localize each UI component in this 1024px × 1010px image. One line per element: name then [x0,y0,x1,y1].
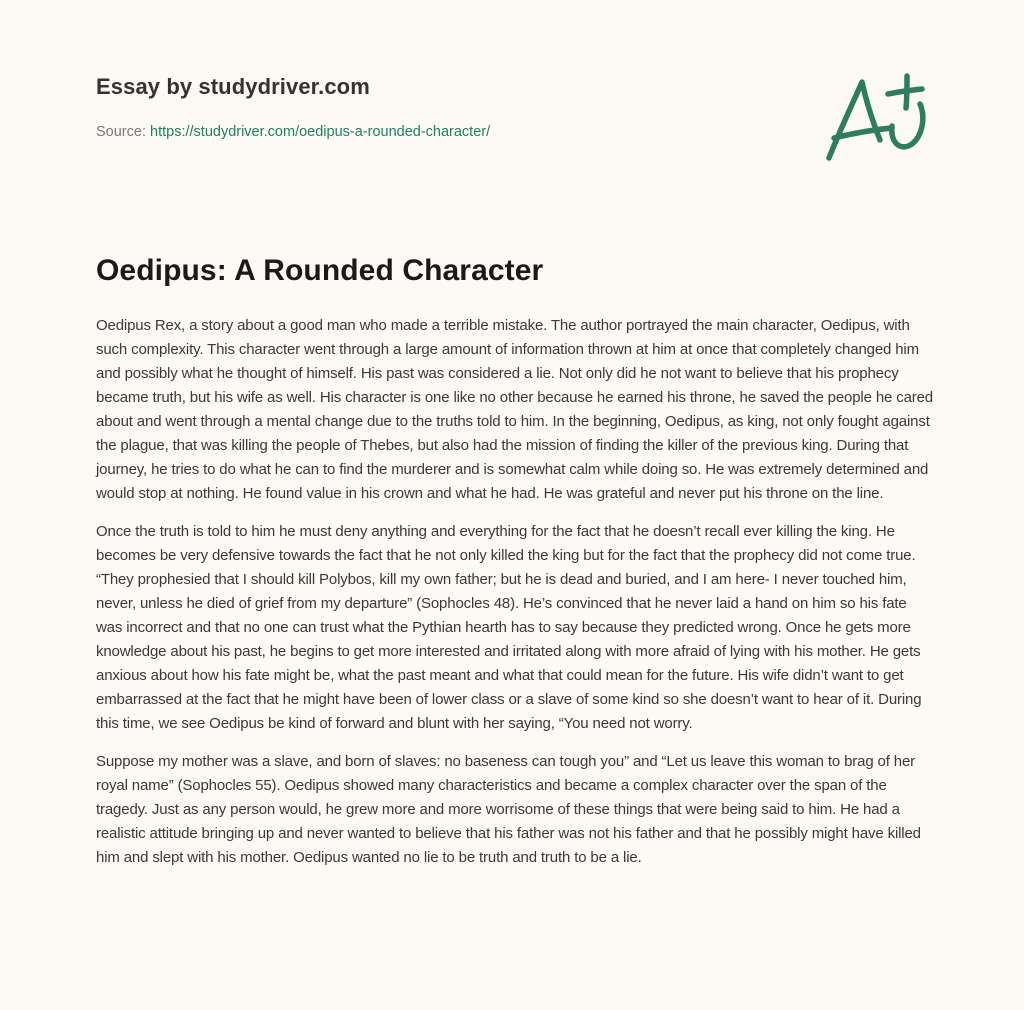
essay-paragraph: Oedipus Rex, a story about a good man who made a terrible mistake. The author portrayed the main character, Oedipus, with such complexity. This character went through a large amount of information thrown at him at once that completely changed him and possibly what he thought of himself. His past was considered a lie. Not only did he not want to believe that his prophecy became truth, but his wife as well. His character is one like no other because he earned his throne, he saved the people he cared about and went through a mental change due to the truths told to him. In the beginning, Oedipus, as king, not only fought against the plague, that was killing the people of Thebes, but also had the mission of finding the killer of the previous king. During that journey, he tries to do what he can to find the murderer and is somewhat calm while doing so. He was extremely determined and would stop at nothing. He found value in his crown and what he had. He was grateful and never put his throne on the line. [96,317,933,502]
source-label: Source: [96,124,146,140]
site-title: Essay by studydriver.com [96,74,370,99]
essay-paragraph: Once the truth is told to him he must deny anything and everything for the fact that he doesn’t recall ever killing the king. He becomes be very defensive towards the fact that he not only killed the king but for the fact that the prophecy did not come true. “They prophesied that I should kill Polybos, kill my own father; but he is dead and buried, and I am here- I never touched him, never, unless he died of grief from my departure” (Sophocles 48). He’s convinced that he never laid a hand on him so his fate was incorrect and that no one can trust what the Pythian hearth has to say because they predicted wrong. Once he gets more knowledge about his past, he begins to get more interested and irritated along with more afraid of lying with his mother. He gets anxious about how his fate might be, what the past meant and what that could mean for the future. His wife didn’t want to get embarrassed at the fact that he might have been of lower class or a slave of some kind so she doesn’t want to hear of it. During this time, we see Oedipus be kind of forward and blunt with her saying, “You need not worry. [96,523,922,732]
essay-body [96,314,934,884]
page-header [96,74,490,140]
essay-paragraph: Suppose my mother was a slave, and born of slaves: no baseness can tough you” and “Let us leave this woman to brag of her royal name” (Sophocles 55). Oedipus showed many characteristics and became a complex character over the span of the tragedy. Just as any person would, he grew more and more worrisome of these things that were being said to him. He had a realistic attitude bringing up and never wanted to believe that his father was not his father and that he possibly might have killed him and slept with his mother. Oedipus wanted no lie to be truth and truth to be a lie. [96,753,921,866]
source-line [96,124,490,140]
page-title: Oedipus: A Rounded Character [96,254,544,287]
a-plus-grade-icon [822,70,932,165]
source-link[interactable]: https://studydriver.com/oedipus-a-rounded-character/ [150,124,491,140]
